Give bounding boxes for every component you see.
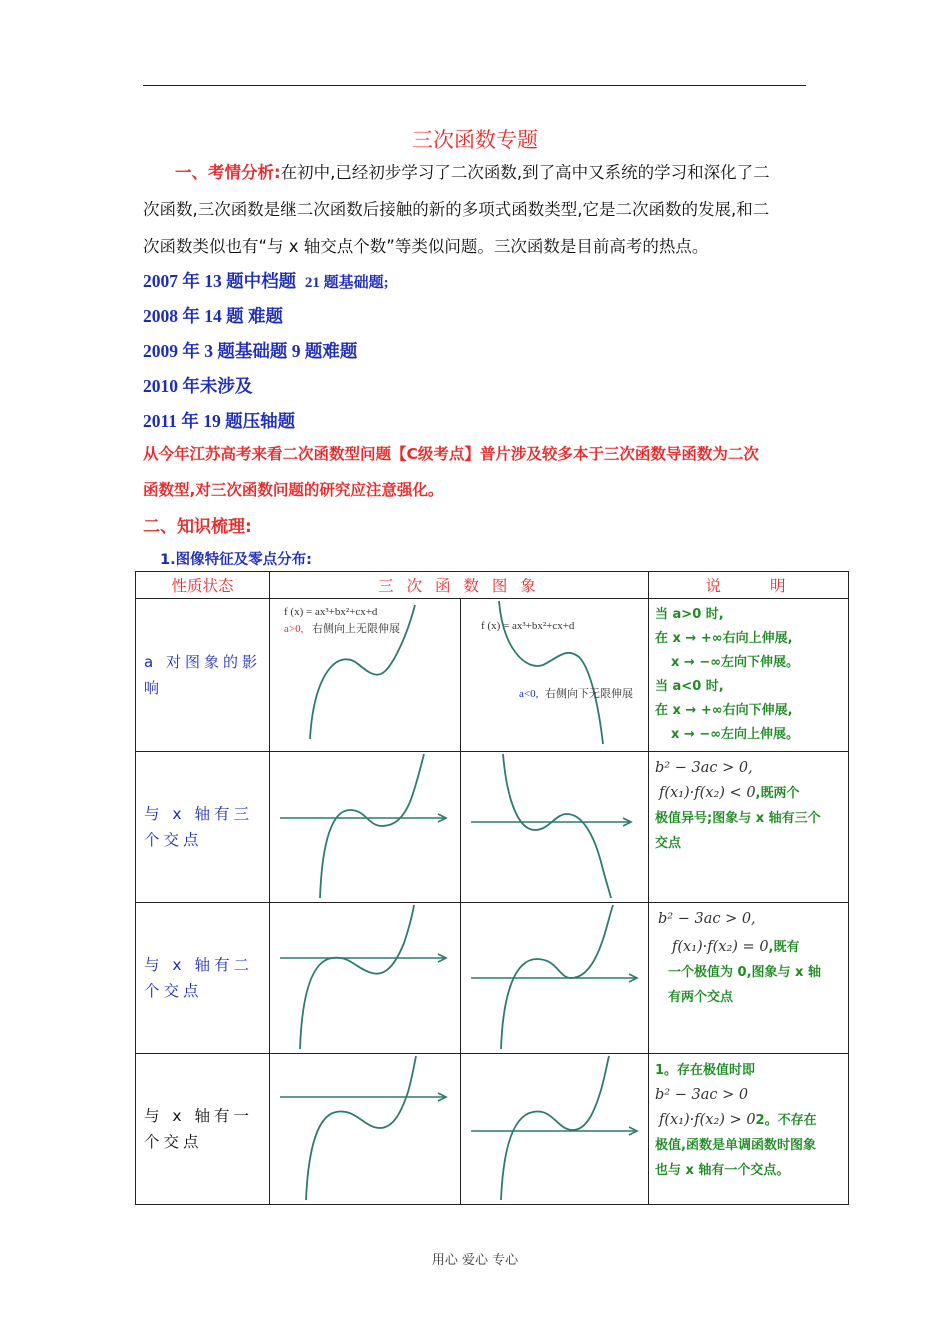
cubic-graph-two-roots-right (461, 903, 648, 1053)
row-label-three-roots: 与 x 轴有三个交点 (136, 752, 270, 903)
cubic-graph-two-roots-left (270, 903, 460, 1053)
header-property: 性质状态 (136, 572, 270, 599)
header-rule (143, 85, 806, 86)
graph-three-roots-right (461, 752, 649, 903)
exam-warning: 从今年江苏高考来看二次函数型问题【C级考点】普片涉及较多本于三次函数导函数为二次 函数型,对三次函数问题的研究应注意强化。 (143, 445, 759, 499)
graph-two-roots-right (461, 903, 649, 1054)
graph-one-root-right (461, 1054, 649, 1205)
year-2007: 2007 年 13 题中档题 21 题基础题; (143, 271, 389, 291)
section2-heading: 二、知识梳理: (143, 517, 252, 537)
svg-text:a<0,: a<0, (519, 688, 539, 700)
table-row (136, 599, 849, 752)
row-label-a-effect: a 对图象的影响 (136, 599, 270, 752)
table-header-row (136, 572, 849, 599)
year-2008: 2008 年 14 题 难题 (143, 306, 283, 326)
cubic-graph-three-roots-left (270, 752, 460, 902)
page-title: 三次函数专题 (412, 128, 538, 152)
page-footer: 用心 爱心 专心 (431, 1253, 519, 1268)
cubic-graph-a-positive (270, 599, 460, 748)
svg-text:右侧向上无限伸展: 右侧向上无限伸展 (312, 623, 400, 635)
graph-two-roots-left (270, 903, 461, 1054)
graph-a-negative (461, 599, 649, 752)
row-label-one-root: 与 x 轴有一个交点 (136, 1054, 270, 1205)
cubic-graph-a-negative (461, 599, 648, 748)
graph-one-root-left (270, 1054, 461, 1205)
explanation-one-root: 1。存在极值时即 b² − 3ac > 0 f(x₁)·f(x₂) > 02。不存在 极值,函数是单调函数时图象 也与 x 轴有一个交点。 (649, 1054, 849, 1205)
cubic-graph-three-roots-right (461, 752, 648, 902)
properties-table (135, 571, 849, 1205)
header-explanation: 说 明 (649, 572, 849, 599)
svg-text:右侧向下无限伸展: 右侧向下无限伸展 (545, 688, 633, 700)
table-row (136, 1054, 849, 1205)
svg-text:f (x) = ax³+bx²+cx+d: f (x) = ax³+bx²+cx+d (481, 620, 575, 632)
table-row (136, 752, 849, 903)
explanation-three-roots: b² − 3ac > 0, f(x₁)·f(x₂) < 0,既两个 极值异号;图象与 x 轴有三个 交点 (649, 752, 849, 903)
analysis-line-2: 次函数,三次函数是继二次函数后接触的新的多项式函数类型,它是二次函数的发展,和二 (143, 200, 770, 219)
svg-text:a>0,: a>0, (284, 623, 304, 635)
analysis-paragraph (143, 154, 813, 265)
explanation-a-effect: 当 a>0 时, 在 x → +∞右向上伸展, x → −∞左向下伸展。 当 a<0 时, 在 x → +∞右向下伸展, x → −∞左向上伸展。 (649, 599, 849, 752)
analysis-heading: 一、考情分析: (175, 163, 281, 182)
section2-subheading: 1.图像特征及零点分布: (160, 552, 312, 568)
table-row (136, 903, 849, 1054)
year-2011: 2011 年 19 题压轴题 (143, 411, 296, 431)
graph-three-roots-left (270, 752, 461, 903)
header-graph: 三 次 函 数 图 象 (270, 572, 649, 599)
year-2009: 2009 年 3 题基础题 9 题难题 (143, 341, 358, 361)
cubic-graph-one-root-right (461, 1054, 648, 1204)
analysis-line-3: 次函数类似也有“与 x 轴交点个数”等类似问题。三次函数是目前高考的热点。 (143, 237, 709, 256)
explanation-two-roots: b² − 3ac > 0, f(x₁)·f(x₂) = 0,既有 一个极值为 0,图象与 x 轴 有两个交点 (649, 903, 849, 1054)
svg-text:f (x) = ax³+bx²+cx+d: f (x) = ax³+bx²+cx+d (284, 606, 378, 618)
graph-a-positive (270, 599, 461, 752)
cubic-graph-one-root-left (270, 1054, 460, 1204)
year-2010: 2010 年未涉及 (143, 376, 253, 396)
analysis-line-1: 在初中,已经初步学习了二次函数,到了高中又系统的学习和深化了二 (280, 163, 770, 182)
row-label-two-roots: 与 x 轴有二个交点 (136, 903, 270, 1054)
